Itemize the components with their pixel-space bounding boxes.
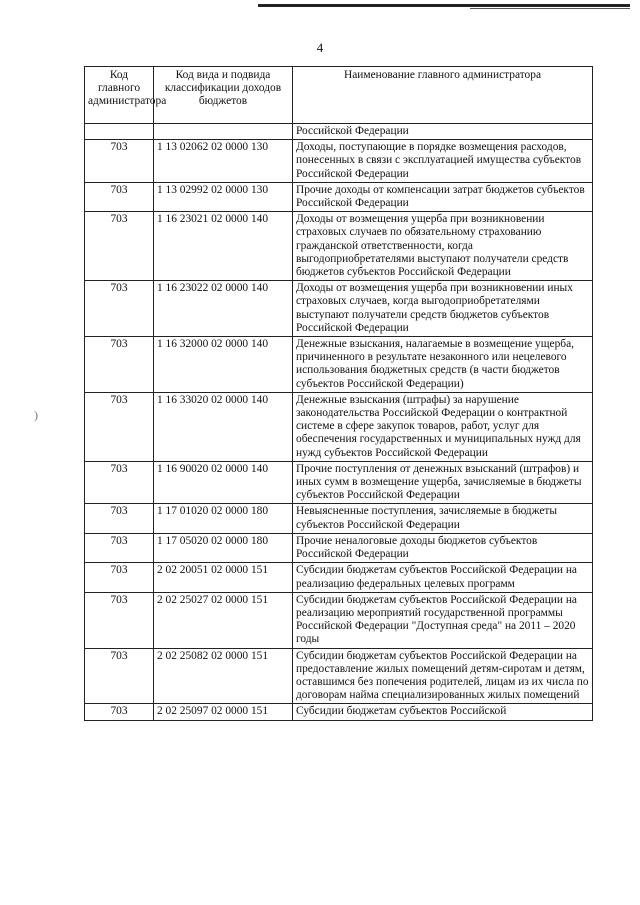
page-number: 4: [316, 40, 324, 55]
row-revenue-code: 1 17 05020 02 0000 180: [154, 533, 293, 562]
row-revenue-code: 1 16 33020 02 0000 140: [154, 392, 293, 461]
row-admin-name: Субсидии бюджетам субъектов Российской Федерации на реализацию федеральных целевых программ: [293, 563, 593, 592]
row-revenue-code: 2 02 20051 02 0000 151: [154, 563, 293, 592]
row-admin-name: Прочие неналоговые доходы бюджетов субъектов Российской Федерации: [293, 533, 593, 562]
row-admin-name: Денежные взыскания (штрафы) за нарушение законодательства Российской Федерации о контрактной системе в сфере закупок товаров, работ, услуг для обеспечения государственных и муниципальных нужд для нужд субъектов Российской Федерации: [293, 392, 593, 461]
row-admin-name: Денежные взыскания, налагаемые в возмещение ущерба, причиненного в результате незаконного или нецелевого использования бюджетных средств (в части бюджетов субъектов Российской Федерации): [293, 337, 593, 393]
table-row: [85, 212, 593, 281]
table-row: [85, 140, 593, 183]
row-admin-code: 703: [85, 592, 154, 648]
row-admin-code: 703: [85, 140, 154, 183]
row-revenue-code: 2 02 25097 02 0000 151: [154, 704, 293, 720]
row-admin-code: 703: [85, 648, 154, 704]
scan-edge-line: [258, 4, 630, 7]
table-row: [85, 281, 593, 337]
row-admin-code: 703: [85, 337, 154, 393]
row-admin-name: Субсидии бюджетам субъектов Российской Федерации на реализацию мероприятий государственной программы Российской Федерации "Доступная среда" на 2011 – 2020 годы: [293, 592, 593, 648]
table-header-row: [85, 67, 593, 124]
row-admin-name: Российской Федерации: [293, 124, 593, 140]
row-admin-code: 703: [85, 392, 154, 461]
row-admin-code: 703: [85, 563, 154, 592]
row-admin-code: [85, 124, 154, 140]
row-admin-name: Доходы от возмещения ущерба при возникновении иных страховых случаев, когда выгодоприобретателями выступают получатели средств бюджетов субъектов Российской Федерации: [293, 281, 593, 337]
margin-mark: ): [34, 408, 38, 422]
table-row: [85, 337, 593, 393]
table-row: [85, 563, 593, 592]
table-row: [85, 704, 593, 720]
table-row: [85, 124, 593, 140]
row-revenue-code: 1 13 02062 02 0000 130: [154, 140, 293, 183]
table-row: [85, 533, 593, 562]
table-row: [85, 461, 593, 504]
row-revenue-code: 1 16 23021 02 0000 140: [154, 212, 293, 281]
table-row: [85, 504, 593, 533]
row-revenue-code: [154, 124, 293, 140]
table-row: [85, 648, 593, 704]
row-revenue-code: 1 17 01020 02 0000 180: [154, 504, 293, 533]
row-admin-name: Субсидии бюджетам субъектов Российской: [293, 704, 593, 720]
row-revenue-code: 2 02 25027 02 0000 151: [154, 592, 293, 648]
header-admin-code: Код главного администратора: [85, 67, 154, 124]
row-admin-code: 703: [85, 504, 154, 533]
row-revenue-code: 1 16 32000 02 0000 140: [154, 337, 293, 393]
row-revenue-code: 1 16 23022 02 0000 140: [154, 281, 293, 337]
revenue-codes-table: [84, 66, 593, 721]
row-revenue-code: 1 16 90020 02 0000 140: [154, 461, 293, 504]
table-row: [85, 392, 593, 461]
row-admin-code: 703: [85, 533, 154, 562]
row-admin-name: Прочие доходы от компенсации затрат бюджетов субъектов Российской Федерации: [293, 182, 593, 211]
row-admin-code: 703: [85, 704, 154, 720]
scan-edge-line-secondary: [470, 8, 630, 9]
row-admin-name: Прочие поступления от денежных взысканий (штрафов) и иных сумм в возмещение ущерба, зачисляемые в бюджеты субъектов Российской Федерации: [293, 461, 593, 504]
header-revenue-code: Код вида и подвида классификации доходов бюджетов: [154, 67, 293, 124]
header-admin-name: Наименование главного администратора: [293, 67, 593, 124]
table-row: [85, 592, 593, 648]
table-row: [85, 182, 593, 211]
table-body: [85, 124, 593, 721]
row-admin-name: Субсидии бюджетам субъектов Российской Федерации на предоставление жилых помещений детям-сиротам и детям, оставшимся без попечения родителей, лицам из их числа по договорам найма специализированных жилых помещений: [293, 648, 593, 704]
row-admin-code: 703: [85, 212, 154, 281]
row-revenue-code: 2 02 25082 02 0000 151: [154, 648, 293, 704]
row-admin-name: Невыясненные поступления, зачисляемые в бюджеты субъектов Российской Федерации: [293, 504, 593, 533]
row-admin-name: Доходы, поступающие в порядке возмещения расходов, понесенных в связи с эксплуатацией имущества субъектов Российской Федерации: [293, 140, 593, 183]
row-revenue-code: 1 13 02992 02 0000 130: [154, 182, 293, 211]
row-admin-code: 703: [85, 281, 154, 337]
row-admin-code: 703: [85, 182, 154, 211]
row-admin-name: Доходы от возмещения ущерба при возникновении страховых случаев по обязательному страхованию гражданской ответственности, когда выгодоприобретателями выступают получатели средств бюджетов субъектов Российской Федерации: [293, 212, 593, 281]
row-admin-code: 703: [85, 461, 154, 504]
